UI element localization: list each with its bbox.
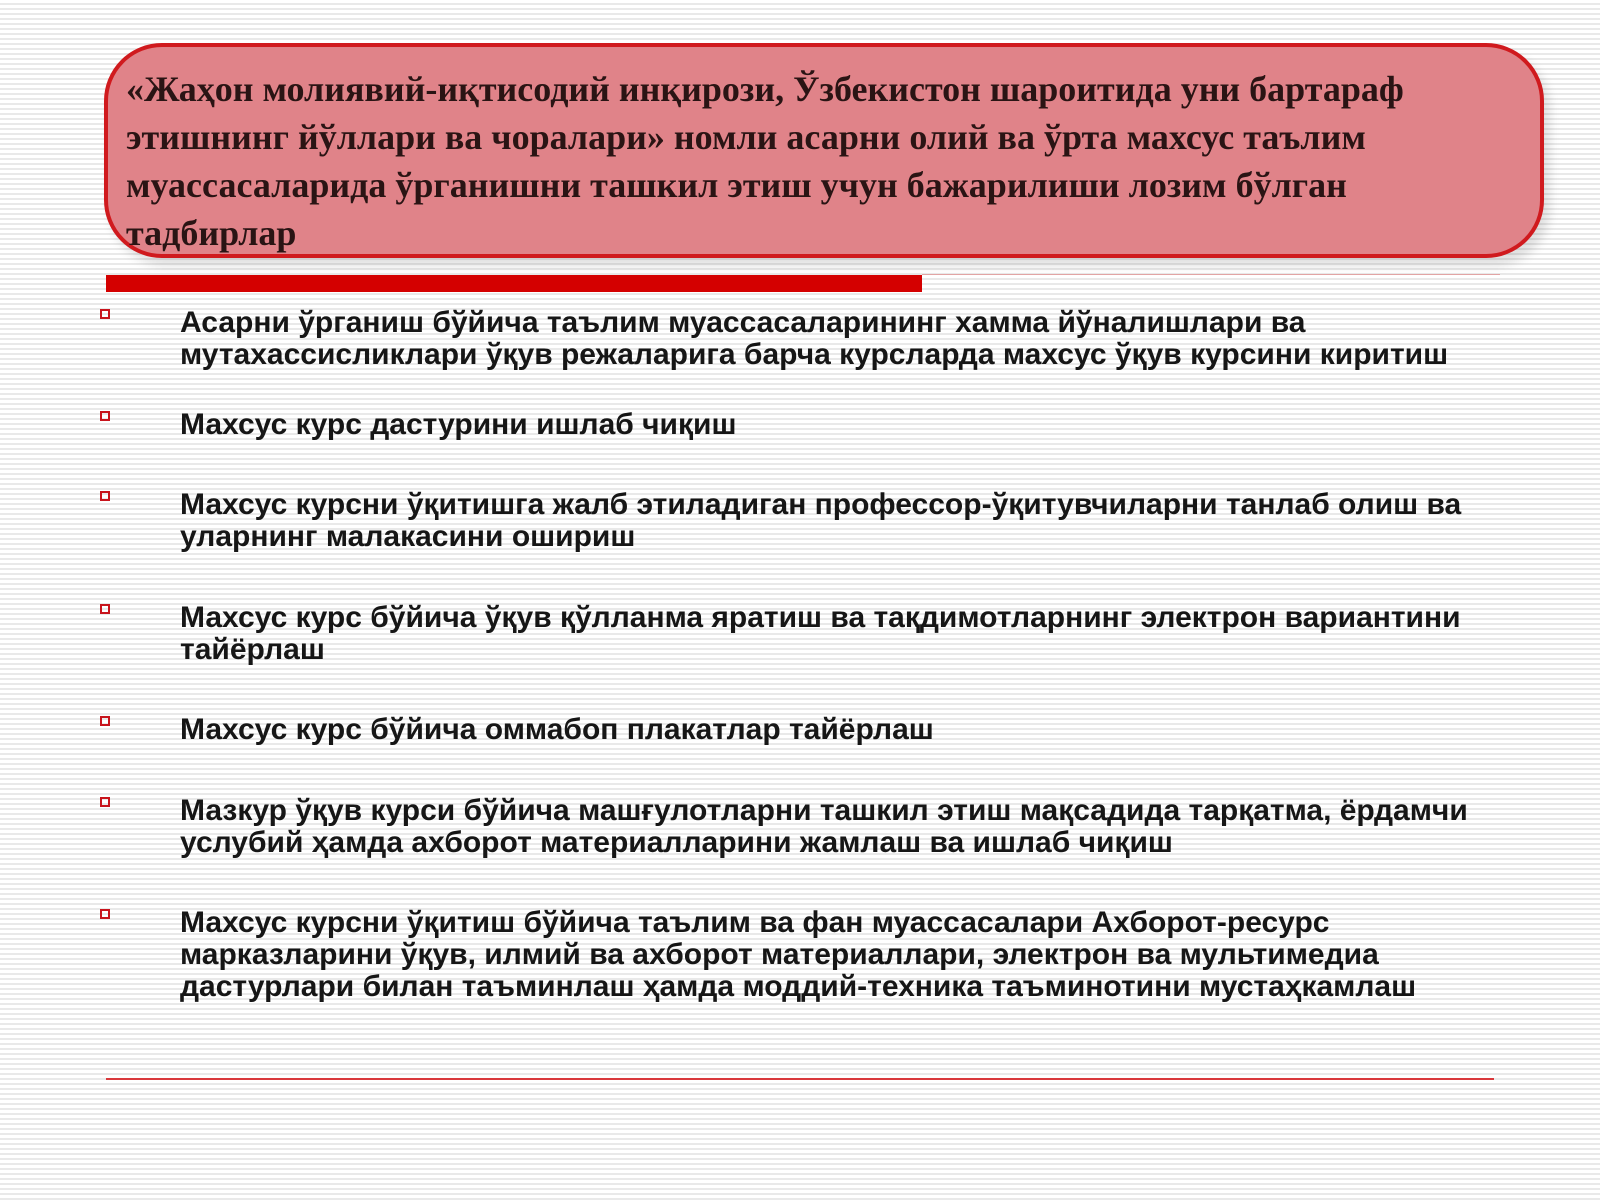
bullet-text: Махсус курсни ўқитишга жалб этиладиган профессор-ўқитувчиларни танлаб олиш ва уларнинг малакасини ошириш <box>180 488 1462 553</box>
bullet-text: Махсус курс бўйича оммабоп плакатлар тайёрлаш <box>180 713 934 746</box>
title-accent-bar <box>106 275 922 292</box>
square-bullet-icon <box>100 411 110 421</box>
bullet-text: Махсус курсни ўқитиш бўйича таълим ва фан муассасалари Ахборот-ресурс марказларини ўқув, илмий ва ахборот материаллари, электрон ва мультимедиа дастурлари билан таъминлаш ҳамда моддий-техника таъминотини мустаҳкамлаш <box>180 906 1417 1003</box>
square-bullet-icon <box>100 604 110 614</box>
square-bullet-icon <box>100 797 110 807</box>
bullet-text: Асарни ўрганиш бўйича таълим муассасаларининг хамма йўналишлари ва мутахассисликлари ўқув режаларига барча курсларда махсус ўқув курсини киритиш <box>180 306 1449 371</box>
bullet-text: Мазкур ўқув курси бўйича машғулотларни ташкил этиш мақсадида тарқатма, ёрдамчи услубий ҳамда ахборот материалларини жамлаш ва ишлаб чиқиш <box>180 794 1468 859</box>
square-bullet-icon <box>100 716 110 726</box>
square-bullet-icon <box>100 309 110 319</box>
square-bullet-icon <box>100 491 110 501</box>
square-bullet-icon <box>100 909 110 919</box>
bottom-divider <box>106 1078 1494 1080</box>
bullet-text: Махсус курс дастурини ишлаб чиқиш <box>180 408 737 441</box>
slide-title: «Жаҳон молиявий-иқтисодий инқирози, Ўзбекистон шароитида уни бартараф этишнинг йўллари ва чоралари» номли асарни олий ва ўрта махсус таълим муассасаларида ўрганишни ташкил этиш учун бажарилиши лозим бўлган тадбирлар <box>126 69 1404 253</box>
title-box <box>104 43 1544 258</box>
bullet-text: Махсус курс бўйича ўқув қўлланма яратиш ва тақдимотларнинг электрон вариантини тайёрлаш <box>180 601 1461 666</box>
title-divider <box>922 274 1500 275</box>
